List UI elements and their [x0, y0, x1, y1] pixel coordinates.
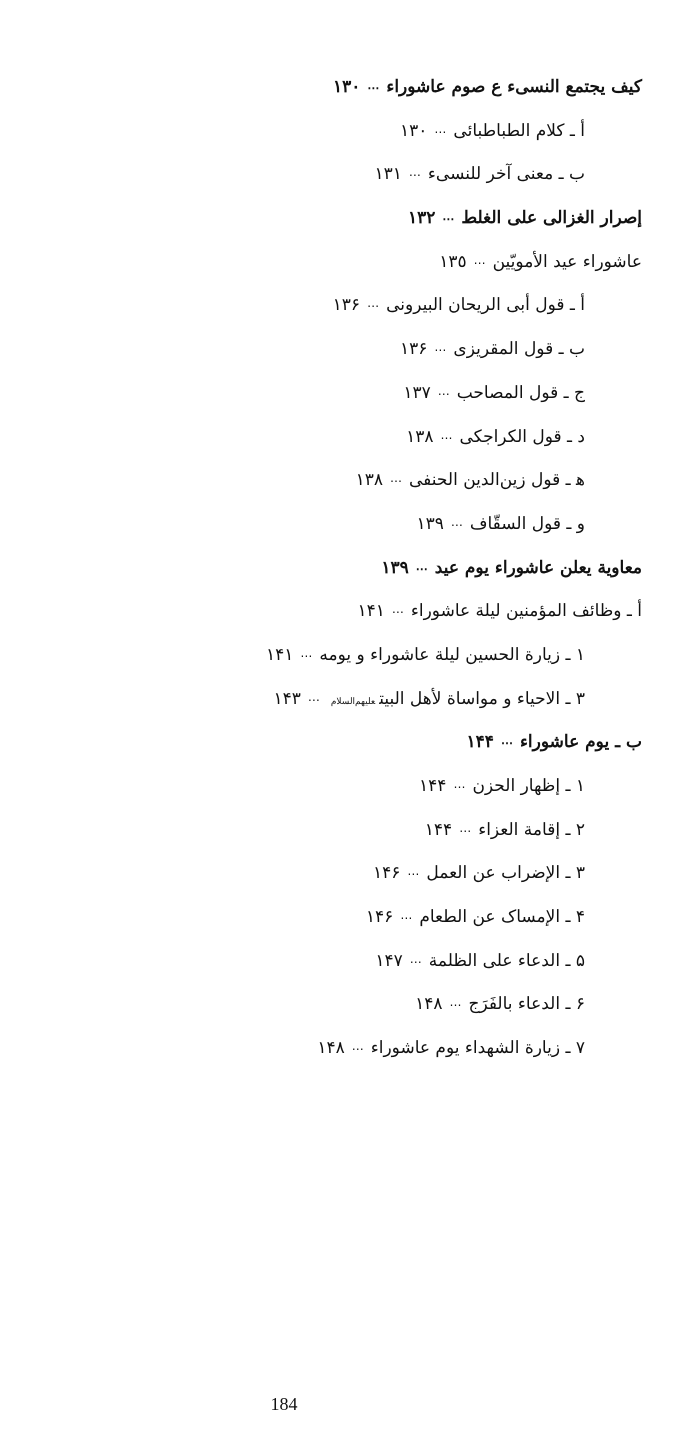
toc-entry-title: ٣ ـ الإضراب عن العمل [426, 863, 585, 884]
toc-entry [0, 547, 700, 591]
toc-leader-dots: ⋯ [434, 124, 447, 139]
toc-entry [0, 153, 700, 197]
toc-entry-title: ب ـ قول المقريزی [453, 339, 585, 360]
toc-entry [0, 678, 700, 722]
toc-entry-page: ١٣١ [374, 164, 402, 185]
toc-entry-page: ١٣٠ [332, 77, 361, 97]
toc-entry-title: ه‍ ـ قول زين‌الدين الحنفی [409, 470, 585, 491]
toc-entry-title: ١ ـ إظهار الحزن [472, 776, 585, 796]
toc-entry-title: ب ـ يوم عاشوراء [519, 732, 642, 753]
toc-leader-dots: ⋯ [300, 648, 313, 663]
toc-leader-dots: ⋯ [415, 561, 428, 576]
toc-leader-dots: ⋯ [453, 780, 466, 794]
toc-leader-dots: ⋯ [400, 911, 413, 926]
toc-leader-dots: ⋯ [351, 1042, 364, 1057]
toc-entry-page: ١٣٠ [400, 120, 428, 141]
toc-entry [0, 1027, 700, 1071]
toc-entry [0, 416, 700, 460]
toc-entry [0, 503, 700, 547]
toc-entry [0, 983, 700, 1027]
toc-entry-page: ١٣٨ [355, 470, 384, 491]
toc-entry-page: ١٣٩ [381, 557, 409, 578]
toc-entry-title: معاوية يعلن عاشوراء يوم عيد [434, 557, 642, 578]
toc-entry-honorific: عليهم‌السلام [330, 696, 376, 707]
toc-entry-title: ۶ ـ الدعاء بالفَرَج [468, 994, 585, 1015]
toc-leader-dots: ⋯ [449, 998, 462, 1013]
toc-entry-title: ٢ ـ إقامة العزاء [478, 819, 585, 840]
toc-leader-dots: ⋯ [367, 299, 380, 314]
toc-entry-page: ١۴٣ [273, 688, 301, 709]
toc-entry-page: ١۴٧ [375, 950, 403, 971]
toc-leader-dots: ⋯ [408, 168, 421, 183]
toc-entry [0, 634, 700, 678]
toc-entry [0, 66, 700, 110]
toc-entry [0, 940, 700, 984]
toc-entry [0, 241, 700, 285]
toc-entry-page: ١٣۶ [400, 339, 428, 360]
toc-entry-page: ١۴٨ [317, 1038, 345, 1059]
toc-entry-page: ١٣٥ [439, 251, 467, 272]
page-number: 184 [270, 1394, 298, 1414]
toc-entry-title: و ـ قول السقّاف [469, 513, 585, 534]
toc-entry-page: ١۴١ [266, 644, 294, 665]
toc-entry-title: أ ـ قول أبی الريحان البيرونی [386, 295, 585, 316]
toc-leader-dots: ⋯ [450, 517, 463, 532]
toc-entry [0, 721, 700, 765]
toc-entry-page: ١۴۶ [373, 863, 401, 884]
toc-entry-page: ١۴۴ [424, 819, 453, 840]
toc-entry-title: ٣ ـ الاحياء و مواساة لأهل البيت [379, 688, 585, 709]
toc-entry [0, 459, 700, 503]
toc-leader-dots: ⋯ [434, 343, 447, 358]
toc-entry [0, 197, 700, 241]
toc-entry-page: ١۴۶ [365, 907, 394, 928]
toc-entry [0, 110, 700, 154]
toc-entry-title: د ـ قول الكراجكی [459, 426, 585, 447]
toc-entry-title: ج ـ قول المصاحب [456, 382, 585, 403]
toc-entry [0, 328, 700, 372]
toc-leader-dots: ⋯ [391, 605, 404, 620]
toc-leader-dots: ⋯ [442, 212, 455, 227]
table-of-contents [0, 66, 700, 1071]
toc-entry-title: ٧ ـ زيارة الشهداء يوم عاشوراء [370, 1038, 585, 1059]
toc-entry [0, 896, 700, 940]
toc-entry-title: ب ـ معنی آخر للنسیء [427, 164, 585, 185]
toc-entry [0, 765, 700, 809]
toc-leader-dots: ⋯ [500, 736, 513, 751]
toc-entry-page: ١۴۴ [419, 776, 447, 796]
toc-entry-page: ١٣٩ [416, 513, 444, 534]
toc-leader-dots: ⋯ [459, 823, 472, 838]
toc-entry-page: ١۴٨ [415, 994, 443, 1015]
toc-entry [0, 852, 700, 896]
toc-entry-title: أ ـ كلام الطباطبائی [453, 120, 585, 141]
toc-entry-page: ١۴١ [357, 601, 385, 622]
toc-entry-page: ١٣۶ [332, 295, 361, 316]
toc-entry-page: ١٣٨ [406, 426, 434, 447]
toc-entry-title: ۵ ـ الدعاء علی الظلمة [428, 950, 585, 971]
toc-entry [0, 590, 700, 634]
toc-leader-dots: ⋯ [307, 692, 320, 707]
toc-entry-page: ١۴۴ [466, 732, 494, 753]
toc-entry-title: ١ ـ زيارة الحسين ليلة عاشوراء و يومه [319, 644, 585, 665]
toc-entry-page: ١٣٢ [408, 208, 436, 229]
toc-leader-dots: ⋯ [367, 81, 380, 95]
toc-entry [0, 372, 700, 416]
toc-entry-title: إصرار الغزالی علی الغلط [461, 208, 642, 229]
toc-leader-dots: ⋯ [473, 255, 486, 270]
toc-entry-title: عاشوراء عيد الأمويّين [492, 251, 642, 272]
toc-entry [0, 809, 700, 853]
toc-leader-dots: ⋯ [437, 386, 450, 401]
toc-entry [0, 284, 700, 328]
toc-entry-title: ۴ ـ الإمساک عن الطعام [419, 907, 585, 928]
toc-entry-title: أ ـ وظائف المؤمنين ليلة عاشوراء [410, 601, 642, 622]
toc-leader-dots: ⋯ [407, 867, 420, 882]
toc-leader-dots: ⋯ [440, 430, 453, 445]
toc-entry-page: ١٣٧ [403, 382, 431, 403]
toc-entry-title: كيف يجتمع النسیء ع صوم عاشوراء [386, 77, 642, 97]
toc-leader-dots: ⋯ [409, 954, 422, 969]
toc-leader-dots: ⋯ [390, 474, 403, 489]
